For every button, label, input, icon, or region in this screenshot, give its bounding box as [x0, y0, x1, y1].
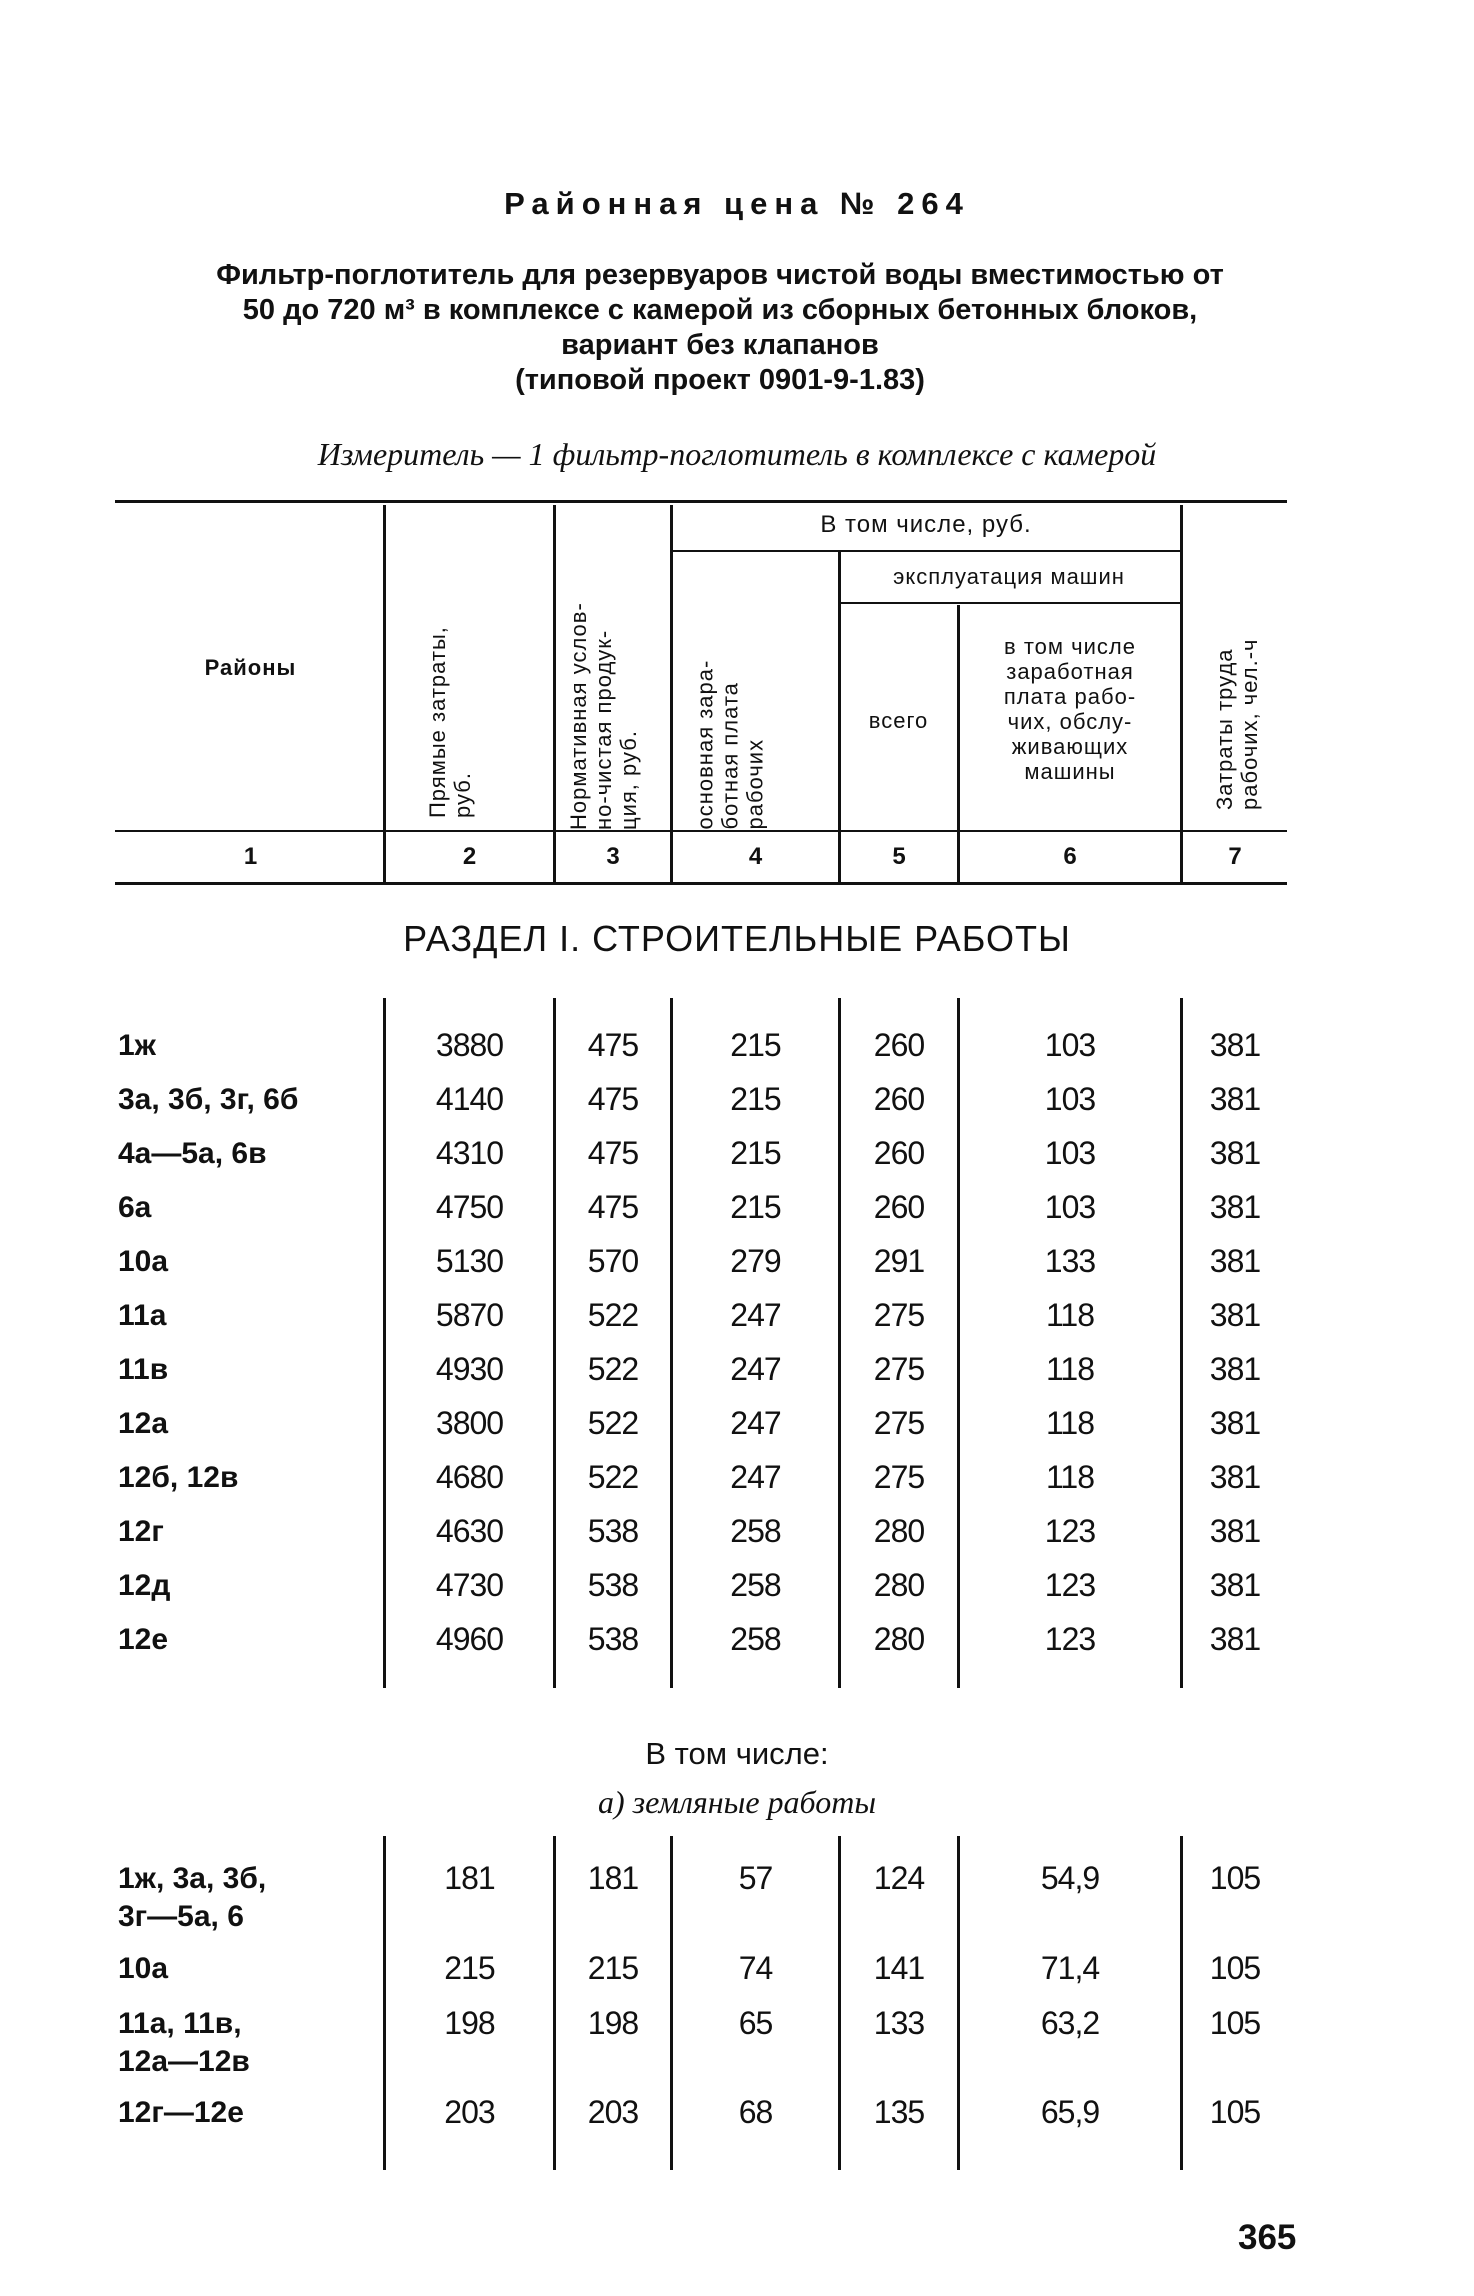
cell-machine-operator-wages: 63,2: [1040, 2005, 1100, 2041]
cell-normative-production: 522: [587, 1351, 639, 1387]
cell-region: 3а, 3б, 3г, 6б: [118, 1083, 299, 1116]
cell-region: 12д: [118, 1569, 171, 1602]
col-number-4: 4: [748, 843, 763, 870]
cell-base-wages: 74: [738, 1950, 773, 1986]
cell-base-wages: 215: [730, 1135, 781, 1171]
subtitle-line-3: вариант без клапанов: [561, 329, 879, 361]
cell-base-wages: 247: [730, 1297, 781, 1333]
cell-machine-operator-wages: 103: [1044, 1027, 1096, 1063]
col-number-7: 7: [1228, 843, 1242, 870]
cell-machines-total: 260: [873, 1189, 925, 1225]
subtitle-line-1: Фильтр-поглотитель для резервуаров чистой воды вместимостью от: [216, 259, 1224, 291]
cell-labor-costs: 381: [1209, 1081, 1261, 1117]
cell-machines-total: 124: [873, 1860, 925, 1896]
cell-labor-costs: 105: [1209, 1860, 1261, 1896]
cell-region: 10а: [118, 1952, 169, 1985]
cell-direct-costs: 215: [444, 1950, 495, 1986]
section-title: РАЗДЕЛ I. СТРОИТЕЛЬНЫЕ РАБОТЫ: [403, 918, 1071, 959]
cell-machine-operator-wages: 103: [1044, 1135, 1096, 1171]
cell-direct-costs: 203: [444, 2094, 495, 2130]
cell-region: 11в: [118, 1353, 169, 1386]
cell-base-wages: 258: [730, 1567, 781, 1603]
cell-direct-costs: 3800: [435, 1405, 504, 1441]
cell-labor-costs: 381: [1209, 1351, 1261, 1387]
including-label: В том числе:: [645, 1736, 829, 1771]
cell-machine-operator-wages: 123: [1044, 1621, 1096, 1657]
cell-direct-costs: 4930: [435, 1351, 504, 1387]
cell-machine-operator-wages: 65,9: [1040, 2094, 1100, 2130]
cell-region: 1ж: [118, 1029, 156, 1062]
col-header-base-wages: основная зара- ботная плата рабочих: [692, 659, 768, 830]
cell-normative-production: 181: [587, 1860, 639, 1896]
subsection-title: а) земляные работы: [598, 1784, 876, 1820]
cell-labor-costs: 381: [1209, 1027, 1261, 1063]
cell-base-wages: 68: [738, 2094, 773, 2130]
cell-labor-costs: 105: [1209, 1950, 1261, 1986]
cell-region: 12б, 12в: [118, 1461, 239, 1494]
cell-region: 6а: [118, 1191, 152, 1224]
cell-labor-costs: 381: [1209, 1513, 1261, 1549]
cell-normative-production: 475: [587, 1135, 639, 1171]
cell-machine-operator-wages: 118: [1045, 1351, 1094, 1387]
cell-region: 11а, 11в, 12а—12в: [118, 2007, 250, 2078]
cell-base-wages: 258: [730, 1621, 781, 1657]
cell-base-wages: 258: [730, 1513, 781, 1549]
measure-unit: Измеритель — 1 фильтр-поглотитель в комплексе с камерой: [317, 436, 1157, 472]
header-divider-3: [670, 505, 673, 883]
group-incl-rule: [672, 550, 1180, 552]
cell-direct-costs: 3880: [435, 1027, 504, 1063]
col-header-group-including: В том числе, руб.: [820, 511, 1032, 538]
col-number-1: 1: [243, 843, 258, 870]
cell-normative-production: 522: [587, 1297, 639, 1333]
header-bottom-rule: [115, 882, 1287, 885]
cell-machines-total: 133: [873, 2005, 925, 2041]
cell-base-wages: 247: [730, 1459, 781, 1495]
col-number-6: 6: [1063, 843, 1077, 870]
cell-machines-total: 280: [873, 1513, 925, 1549]
col-header-group-machines: эксплуатация машин: [893, 564, 1125, 589]
cell-region: 4а—5а, 6в: [118, 1137, 267, 1170]
col-number-2: 2: [462, 843, 477, 870]
cell-machine-operator-wages: 123: [1044, 1513, 1096, 1549]
cell-labor-costs: 381: [1209, 1621, 1261, 1657]
page-number: 365: [1238, 2218, 1297, 2257]
cell-base-wages: 279: [730, 1243, 781, 1279]
cell-machines-total: 275: [873, 1459, 925, 1495]
cell-machine-operator-wages: 54,9: [1040, 1860, 1100, 1896]
cell-normative-production: 538: [587, 1513, 639, 1549]
cell-region: 12г: [118, 1515, 164, 1548]
cell-direct-costs: 4630: [435, 1513, 504, 1549]
col-header-machine-operator-wages: в том числе заработная плата рабо- чих, обслу- живающих машины: [1003, 634, 1137, 784]
cell-normative-production: 203: [587, 2094, 639, 2130]
cell-normative-production: 538: [587, 1567, 639, 1603]
cell-base-wages: 215: [730, 1027, 781, 1063]
cell-machine-operator-wages: 118: [1045, 1459, 1094, 1495]
header-divider-1: [383, 505, 386, 883]
cell-normative-production: 475: [587, 1189, 639, 1225]
cell-normative-production: 570: [587, 1243, 639, 1279]
cell-labor-costs: 381: [1209, 1243, 1261, 1279]
cell-machine-operator-wages: 118: [1045, 1405, 1094, 1441]
cell-labor-costs: 381: [1209, 1297, 1261, 1333]
cell-direct-costs: 181: [444, 1860, 495, 1896]
col-header-normative-production: Нормативная услов- но-чистая продук- ция, руб.: [566, 602, 641, 830]
header-mid-rule: [115, 830, 1287, 832]
header-divider-2: [553, 505, 556, 883]
price-subtitle: [110, 258, 1330, 398]
col-header-labor-costs: Затраты труда рабочих, чел.-ч: [1212, 638, 1262, 810]
cell-machines-total: 141: [873, 1950, 925, 1986]
cell-normative-production: 522: [587, 1405, 639, 1441]
cell-direct-costs: 4960: [435, 1621, 504, 1657]
cell-machine-operator-wages: 71,4: [1040, 1950, 1100, 1986]
cell-normative-production: 522: [587, 1459, 639, 1495]
group-machines-rule: [838, 602, 1180, 604]
cell-machines-total: 280: [873, 1621, 925, 1657]
cell-base-wages: 215: [730, 1081, 781, 1117]
cell-labor-costs: 105: [1209, 2005, 1261, 2041]
cell-direct-costs: 4680: [435, 1459, 504, 1495]
cell-direct-costs: 198: [444, 2005, 495, 2041]
cell-machines-total: 260: [873, 1081, 925, 1117]
cell-machine-operator-wages: 103: [1044, 1189, 1096, 1225]
col-header-direct-costs: Прямые затраты, руб.: [425, 626, 475, 818]
cell-base-wages: 247: [730, 1405, 781, 1441]
cell-region: 11а: [118, 1299, 167, 1332]
cell-machines-total: 275: [873, 1351, 925, 1387]
cell-base-wages: 247: [730, 1351, 781, 1387]
subtitle-line-4: (типовой проект 0901-9-1.83): [515, 364, 925, 396]
cell-machine-operator-wages: 133: [1044, 1243, 1096, 1279]
cell-labor-costs: 381: [1209, 1567, 1261, 1603]
cell-labor-costs: 105: [1209, 2094, 1261, 2130]
cell-normative-production: 215: [587, 1950, 639, 1986]
cell-normative-production: 538: [587, 1621, 639, 1657]
cell-direct-costs: 4310: [435, 1135, 504, 1171]
cell-region: 12г—12е: [118, 2096, 244, 2129]
cell-direct-costs: 4730: [435, 1567, 504, 1603]
cell-base-wages: 65: [738, 2005, 773, 2041]
col-number-5: 5: [892, 843, 906, 870]
cell-region: 12а: [118, 1407, 169, 1440]
cell-machines-total: 291: [873, 1243, 925, 1279]
cell-machines-total: 260: [873, 1027, 925, 1063]
header-top-rule: [115, 500, 1287, 503]
cell-direct-costs: 4750: [435, 1189, 504, 1225]
cell-machine-operator-wages: 118: [1045, 1297, 1094, 1333]
cell-region: 12е: [118, 1623, 169, 1656]
cell-labor-costs: 381: [1209, 1459, 1261, 1495]
header-divider-6: [1180, 505, 1183, 883]
cell-base-wages: 57: [738, 1860, 773, 1896]
cell-direct-costs: 5870: [435, 1297, 504, 1333]
cell-machine-operator-wages: 123: [1044, 1567, 1096, 1603]
cell-region: 10а: [118, 1245, 169, 1278]
cell-region: 1ж, 3а, 3б, 3г—5а, 6: [118, 1862, 267, 1933]
cell-labor-costs: 381: [1209, 1135, 1261, 1171]
cell-normative-production: 475: [587, 1027, 639, 1063]
cell-normative-production: 475: [587, 1081, 639, 1117]
cell-normative-production: 198: [587, 2005, 639, 2041]
col-number-3: 3: [606, 843, 620, 870]
subtitle-line-2: 50 до 720 м³ в комплексе с камерой из сборных бетонных блоков,: [242, 294, 1198, 326]
col-header-machines-total: всего: [868, 708, 929, 733]
cell-machines-total: 275: [873, 1297, 925, 1333]
cell-direct-costs: 5130: [435, 1243, 504, 1279]
cell-machines-total: 135: [873, 2094, 925, 2130]
cell-direct-costs: 4140: [435, 1081, 504, 1117]
col-header-regions: Районы: [204, 655, 297, 680]
cell-machines-total: 275: [873, 1405, 925, 1441]
cell-labor-costs: 381: [1209, 1189, 1261, 1225]
cell-machines-total: 260: [873, 1135, 925, 1171]
cell-base-wages: 215: [730, 1189, 781, 1225]
price-title: Районная цена № 264: [504, 186, 970, 221]
cell-machine-operator-wages: 103: [1044, 1081, 1096, 1117]
cell-labor-costs: 381: [1209, 1405, 1261, 1441]
cell-machines-total: 280: [873, 1567, 925, 1603]
